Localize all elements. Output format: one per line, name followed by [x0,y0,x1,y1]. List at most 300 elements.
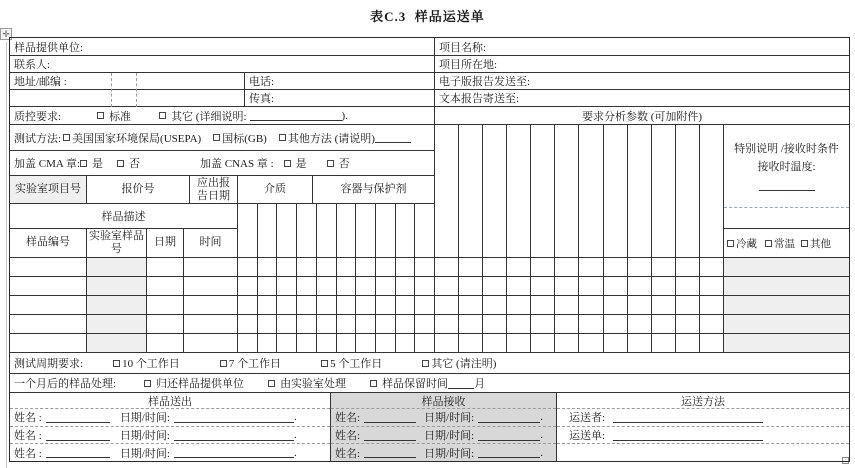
grid-cell[interactable] [317,204,337,257]
form-title: 表C.3 样品运送单 [370,9,485,24]
checkbox-icon [220,360,227,367]
special-empty-cell[interactable] [724,208,849,229]
special-line1: 特别说明 /接收时条件 [734,142,839,155]
params-columns [435,125,724,353]
project-location-cell[interactable] [435,56,849,72]
receive-row [331,444,556,461]
storage-options-cell [724,229,849,258]
phone-label: 电话: [249,76,275,88]
date-cell[interactable] [147,334,184,352]
grid-band [435,125,723,258]
datetime-blank[interactable] [174,412,294,423]
middle-left [10,107,435,353]
transport-section [557,393,849,461]
middle-section [10,107,849,353]
waybill-row [557,427,849,445]
method-label: 测试方法: [14,132,62,145]
params-data-row [435,296,723,315]
name-blank[interactable] [46,447,110,458]
time-cell[interactable] [184,334,238,352]
grid-cell[interactable] [604,296,628,314]
grid-cell[interactable] [579,258,603,276]
grid-cell[interactable] [415,258,434,276]
lab-header-row [10,176,434,204]
grid-cell[interactable] [337,277,357,295]
grid-cell[interactable] [337,204,357,257]
name-blank[interactable] [46,412,110,423]
grid-cell[interactable] [258,277,278,295]
grid-cell[interactable] [676,334,700,352]
grid-cell[interactable] [435,334,459,352]
grid-cell[interactable] [277,204,297,257]
cnas-no-option[interactable]: 否 [327,155,350,171]
grid-cell[interactable] [337,334,357,352]
medium-container-grid [238,204,434,257]
desc-subheader-left [10,204,238,257]
checkbox-icon [327,160,334,167]
grid-cell[interactable] [238,296,258,314]
name-label: 姓名: [335,447,361,460]
sample-data-row [10,334,434,353]
grid-cell[interactable] [700,125,723,257]
grid-cell[interactable] [277,258,297,276]
checkbox-icon [422,360,429,367]
checkbox-icon [765,240,772,247]
grid-cell[interactable] [356,296,376,314]
subheader-row [10,229,237,257]
grid-cell[interactable] [238,204,258,257]
grid-cell[interactable] [356,204,376,257]
grid-cell[interactable] [531,334,555,352]
checkbox-icon [117,160,124,167]
datetime-label: 日期/时间: [424,430,475,442]
name-label: 姓名: [335,412,361,425]
grid-cell[interactable] [277,296,297,314]
grid-cell[interactable] [297,334,317,352]
checkbox-icon [63,134,70,141]
grid-cell[interactable] [297,204,317,257]
contact-label: 联系人: [14,59,51,71]
disposal-keep-option[interactable]: 样品保留时间 [370,375,448,391]
grid-cell[interactable] [700,334,723,352]
e-report-cell[interactable] [435,73,849,89]
name-label: 姓名 : [14,412,42,425]
time-cell[interactable] [184,315,238,333]
grid-band [238,204,434,257]
grid-band [238,334,434,352]
grid-cell[interactable] [555,315,579,333]
ambient-option[interactable]: 常温 [765,236,795,251]
sample-transport-form [9,37,850,462]
grid-cell[interactable] [700,258,723,276]
grid-cell[interactable] [555,125,579,257]
grid-cell[interactable] [604,125,628,257]
grid-cell[interactable] [507,277,531,295]
contact-cell[interactable] [10,56,435,72]
sample-data-row [10,258,434,277]
checkbox-icon [97,112,104,119]
grid-cell[interactable] [531,277,555,295]
period: . [293,446,297,459]
signoff-section [10,393,849,461]
lab-sample-no-cell[interactable] [87,315,147,333]
time-header: 时间 [199,236,222,249]
grid-cell[interactable] [483,125,507,257]
transport-empty-row [557,444,849,461]
grid-cell[interactable] [356,315,376,333]
row-supplier-project [10,38,849,56]
checkbox-icon [801,240,808,247]
project-location-label: 项目所在地: [439,59,498,71]
grid-cell[interactable] [297,296,317,314]
grid-cell[interactable] [700,277,723,295]
grid-cell[interactable] [483,258,507,276]
disposal-suffix: 月 [474,378,486,390]
grid-cell[interactable] [317,334,337,352]
checkbox-icon [113,360,120,367]
grid-cell[interactable] [258,296,278,314]
grid-cell[interactable] [628,315,652,333]
grid-cell[interactable] [277,277,297,295]
grid-cell[interactable] [396,315,416,333]
cycle-other-option[interactable]: 其它 (请注明) [422,355,496,371]
supplier-cell[interactable] [10,38,435,55]
sample-no-cell[interactable] [10,296,87,314]
special-gray-cell [724,315,849,334]
e-report-label: 电子版报告发送至: [439,76,531,88]
name-blank[interactable] [364,412,416,423]
cnas-yes-option[interactable]: 是 [284,155,307,171]
params-header-row [435,107,849,125]
grid-cell[interactable] [376,315,396,333]
grid-cell[interactable] [396,296,416,314]
project-name-cell[interactable] [435,38,849,55]
grid-cell[interactable] [628,258,652,276]
qc-other-option[interactable]: 其它 (详细说明: [159,108,246,124]
checkbox-icon [284,160,291,167]
grid-cell[interactable] [531,296,555,314]
grid-cell[interactable] [459,334,483,352]
grid-cell[interactable] [531,258,555,276]
grid-cell[interactable] [483,334,507,352]
grid-cell[interactable] [459,296,483,314]
grid-cell[interactable] [297,258,317,276]
qc-row [10,107,434,125]
grid-cell[interactable] [337,258,357,276]
grid-band [238,277,434,295]
grid-cell[interactable] [507,334,531,352]
address-dashed-divider [111,73,112,107]
grid-cell[interactable] [555,334,579,352]
datetime-label: 日期/时间: [119,430,170,442]
sample-no-cell[interactable] [10,315,87,333]
qc-suffix: ). [341,109,348,122]
grid-cell[interactable] [459,277,483,295]
text-report-cell[interactable] [435,90,849,106]
keep-months-blank[interactable] [448,378,474,389]
grid-cell[interactable] [258,315,278,333]
grid-cell[interactable] [676,125,700,257]
time-cell[interactable] [184,258,238,276]
grid-cell[interactable] [604,315,628,333]
grid-cell[interactable] [628,334,652,352]
quote-no-header: 报价号 [87,176,190,203]
stamp-row [10,151,434,176]
special-gray-cell [724,277,849,296]
period: . [293,429,297,441]
grid-cell[interactable] [376,334,396,352]
period: . [540,446,543,459]
grid-cell[interactable] [238,258,258,276]
grid-cell[interactable] [459,125,483,257]
grid-cell[interactable] [277,315,297,333]
grid-band [238,315,434,333]
grid-cell[interactable] [507,258,531,276]
grid-cell[interactable] [652,334,676,352]
grid-cell[interactable] [356,277,376,295]
date-cell[interactable] [147,315,184,333]
grid-cell[interactable] [579,296,603,314]
text-report-label: 文本报告寄送至: [439,93,520,105]
grid-cell[interactable] [258,334,278,352]
address-cell[interactable] [10,73,245,89]
grid-cell[interactable] [628,296,652,314]
phone-cell[interactable] [245,73,435,89]
grid-cell[interactable] [356,334,376,352]
grid-cell[interactable] [435,315,459,333]
fax-label: 传真: [249,93,275,105]
grid-cell[interactable] [396,258,416,276]
grid-cell[interactable] [435,125,459,257]
project-name-label: 项目名称: [439,41,487,54]
grid-cell[interactable] [604,334,628,352]
name-blank[interactable] [364,430,416,441]
disposal-return-option[interactable]: 归还样品提供单位 [144,375,244,391]
grid-cell[interactable] [337,296,357,314]
datetime-blank[interactable] [478,412,540,423]
name-blank[interactable] [364,447,416,458]
qc-label: 质控要求: [14,110,62,123]
grid-cell[interactable] [628,277,652,295]
grid-cell[interactable] [317,296,337,314]
grid-cell[interactable] [507,315,531,333]
sample-no-cell[interactable] [10,277,87,295]
test-cycle-row [10,353,849,374]
waybill-label: 运送单: [569,430,606,442]
grid-cell[interactable] [579,125,603,257]
cold-option[interactable]: 冷藏 [727,236,757,251]
grid-cell[interactable] [337,315,357,333]
grid-cell[interactable] [555,296,579,314]
middle-right [435,107,849,353]
checkbox-icon [80,160,87,167]
other-storage-option[interactable]: 其他 [801,236,831,251]
carrier-row [557,409,849,427]
grid-cell[interactable] [396,277,416,295]
grid-cell[interactable] [459,258,483,276]
lab-sample-no-cell[interactable] [87,258,147,276]
grid-cell[interactable] [628,125,652,257]
grid-cell[interactable] [258,204,278,257]
cycle-7d-option[interactable]: 7 个工作日 [220,355,281,371]
grid-cell[interactable] [676,315,700,333]
date-cell[interactable] [147,296,184,314]
grid-cell[interactable] [676,258,700,276]
datetime-label: 日期/时间: [424,412,475,425]
grid-cell[interactable] [317,315,337,333]
sample-data-row [10,315,434,334]
method-other-option[interactable]: 其他方法 (请说明) [279,130,375,146]
disposal-row [10,374,849,393]
cycle-5d-option[interactable]: 5 个工作日 [321,355,382,371]
grid-cell[interactable] [435,296,459,314]
grid-cell[interactable] [483,277,507,295]
date-cell[interactable] [147,277,184,295]
grid-cell[interactable] [579,315,603,333]
grid-cell[interactable] [238,334,258,352]
fax-cell[interactable] [245,90,435,106]
grid-cell[interactable] [604,258,628,276]
grid-cell[interactable] [238,315,258,333]
grid-cell[interactable] [579,334,603,352]
address-dashed-divider [136,73,137,107]
special-line2: 接收时温度: [757,160,816,173]
receive-row [331,427,556,445]
address-cont-cell[interactable] [10,90,245,106]
datetime-label: 日期/时间: [119,447,170,460]
grid-cell[interactable] [238,277,258,295]
waybill-blank[interactable] [613,430,763,441]
grid-cell[interactable] [676,277,700,295]
grid-cell[interactable] [376,296,396,314]
grid-cell[interactable] [531,315,555,333]
sample-data-row [10,277,434,296]
datetime-label: 日期/时间: [119,412,170,425]
grid-cell[interactable] [317,277,337,295]
grid-cell[interactable] [483,296,507,314]
grid-cell[interactable] [415,315,434,333]
grid-cell[interactable] [415,334,434,352]
name-blank[interactable] [46,430,110,441]
grid-cell[interactable] [652,296,676,314]
time-cell[interactable] [184,277,238,295]
disposal-lab-option[interactable]: 由实验室处理 [268,375,346,391]
name-label: 姓名 : [14,447,42,460]
grid-cell[interactable] [415,204,434,257]
name-label: 姓名: [335,430,361,442]
params-data-row [435,277,723,296]
sendout-header: 样品送出 [10,393,330,409]
sendout-row [10,409,330,427]
params-data-row [435,258,723,277]
datetime-blank[interactable] [478,447,540,458]
grid-cell[interactable] [277,334,297,352]
checkbox-icon [370,380,377,387]
checkbox-icon [727,240,734,247]
grid-cell[interactable] [555,277,579,295]
grid-cell[interactable] [415,296,434,314]
params-data-row [435,315,723,334]
lab-sample-no-cell[interactable] [87,277,147,295]
grid-cell[interactable] [459,315,483,333]
sample-desc-header: 样品描述 [10,204,237,229]
grid-cell[interactable] [579,277,603,295]
sample-no-cell[interactable] [10,334,87,352]
supplier-label: 样品提供单位: [14,41,84,54]
datetime-blank[interactable] [478,430,540,441]
method-gb-option[interactable]: 国标(GB) [213,130,267,146]
special-notes-cell[interactable] [724,125,849,208]
checkbox-icon [279,134,286,141]
grid-cell[interactable] [700,315,723,333]
grid-cell[interactable] [258,258,278,276]
params-data-row [435,334,723,353]
grid-cell[interactable] [652,315,676,333]
grid-cell[interactable] [356,258,376,276]
grid-cell[interactable] [507,296,531,314]
datetime-blank[interactable] [174,447,294,458]
temperature-blank[interactable] [759,180,815,191]
grid-cell[interactable] [435,277,459,295]
grid-cell[interactable] [652,277,676,295]
carrier-blank[interactable] [613,412,763,423]
checkbox-icon [144,380,151,387]
sample-receive-section [331,393,557,461]
grid-cell[interactable] [483,315,507,333]
cma-no-option[interactable]: 否 [117,155,140,171]
time-cell[interactable] [184,296,238,314]
grid-cell[interactable] [652,258,676,276]
cycle-10d-option[interactable]: 10 个工作日 [113,355,180,371]
qc-detail-blank[interactable] [250,110,342,121]
lab-sample-no-cell[interactable] [87,334,147,352]
grid-cell[interactable] [297,315,317,333]
sample-no-cell[interactable] [10,258,87,276]
medium-header: 介质 [238,176,313,203]
grid-band [435,258,723,277]
grid-cell[interactable] [396,204,416,257]
grid-cell[interactable] [376,204,396,257]
method-other-blank[interactable] [375,132,411,143]
datetime-blank[interactable] [174,430,294,441]
disposal-label: 一个月后的样品处理: [14,378,117,390]
grid-band [435,296,723,315]
grid-cell[interactable] [376,277,396,295]
grid-cell[interactable] [700,296,723,314]
sendout-row [10,444,330,461]
special-gray-cell [724,258,849,277]
grid-cell[interactable] [652,125,676,257]
grid-cell[interactable] [507,125,531,257]
grid-cell[interactable] [396,334,416,352]
date-cell[interactable] [147,258,184,276]
grid-cell[interactable] [435,258,459,276]
grid-cell[interactable] [376,258,396,276]
qc-standard-option[interactable]: 标准 [97,108,131,124]
carrier-label: 运送者: [569,412,606,425]
grid-cell[interactable] [604,277,628,295]
grid-cell[interactable] [317,258,337,276]
grid-cell[interactable] [676,296,700,314]
lab-sample-no-cell[interactable] [87,296,147,314]
grid-cell[interactable] [531,125,555,257]
method-usepa-option[interactable]: 美国国家环境保局(USEPA) [63,130,201,146]
cma-yes-option[interactable]: 是 [80,155,103,171]
table-move-handle-icon[interactable]: ✛ [0,28,12,40]
grid-cell[interactable] [555,258,579,276]
grid-cell[interactable] [415,277,434,295]
grid-cell[interactable] [297,277,317,295]
